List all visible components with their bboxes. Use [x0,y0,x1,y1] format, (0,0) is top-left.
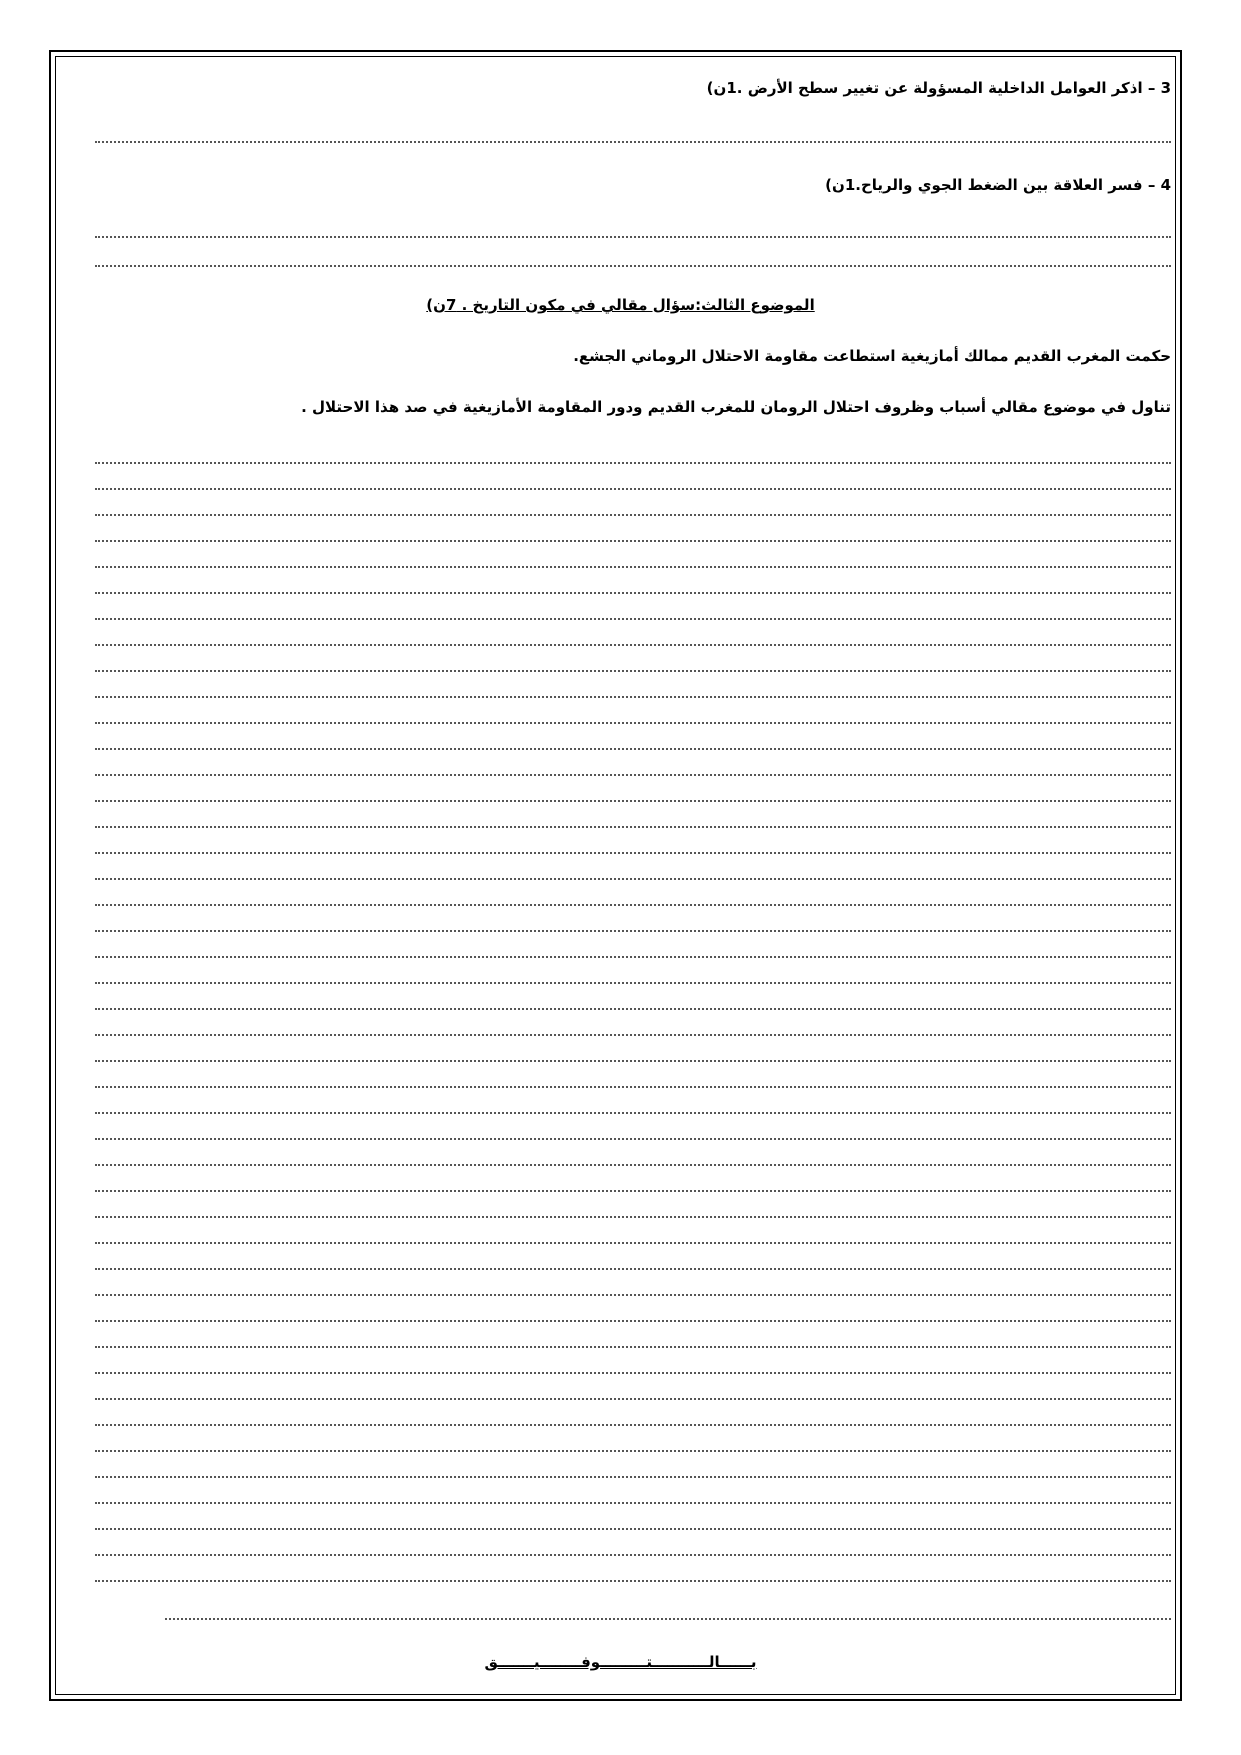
answer-line [95,1216,1171,1218]
closing-greeting: بــــــالـــــــــــتـــــــــوفــــــــيـــــــق [484,1653,757,1671]
answer-line [95,514,1171,516]
answer-line [165,1618,1171,1620]
answer-line [95,670,1171,672]
answer-line [95,722,1171,724]
answer-line [95,1086,1171,1088]
answer-line [95,748,1171,750]
answer-line [95,826,1171,828]
answer-line [95,1554,1171,1556]
answer-line [95,1346,1171,1348]
topic-3-instruction: تناول في موضوع مقالي أسباب وظروف احتلال الرومان للمغرب القديم ودور المقاومة الأمازيغية في صد هذا الاحتلال . [301,398,1171,416]
answer-line [95,904,1171,906]
answer-line [95,1008,1171,1010]
answer-line [95,1476,1171,1478]
topic-3-context: حكمت المغرب القديم ممالك أمازيغية استطاعت مقاومة الاحتلال الروماني الجشع. [573,347,1171,365]
answer-line [95,956,1171,958]
answer-line [95,1294,1171,1296]
answer-line [95,540,1171,542]
answer-line [95,878,1171,880]
answer-line [95,1398,1171,1400]
answer-line [95,774,1171,776]
answer-line [95,1034,1171,1036]
answer-line [95,1528,1171,1530]
question-3: 3 – اذكر العوامل الداخلية المسؤولة عن تغيير سطح الأرض .1ن) [706,79,1171,97]
answer-line [95,1424,1171,1426]
answer-line [95,644,1171,646]
answer-line [95,852,1171,854]
topic-3-title: الموضوع الثالث:سؤال مقالي في مكون التاريخ . 7ن) [426,296,815,314]
answer-line [95,1502,1171,1504]
answer-line [95,1580,1171,1582]
answer-line [95,1190,1171,1192]
answer-line [95,1320,1171,1322]
answer-line [95,1112,1171,1114]
answer-line [95,488,1171,490]
answer-line [95,1450,1171,1452]
answer-line [95,1164,1171,1166]
question-4: 4 – فسر العلاقة بين الضغط الجوي والرياح.1ن) [825,176,1171,194]
answer-line [95,800,1171,802]
answer-line [95,1138,1171,1140]
answer-line [95,618,1171,620]
answer-line [95,1268,1171,1270]
answer-line [95,930,1171,932]
answer-line [95,566,1171,568]
answer-line [95,462,1171,464]
answer-line [95,1060,1171,1062]
answer-line [95,1372,1171,1374]
answer-line [95,696,1171,698]
answer-line [95,982,1171,984]
answer-line [95,592,1171,594]
answer-line [95,1242,1171,1244]
